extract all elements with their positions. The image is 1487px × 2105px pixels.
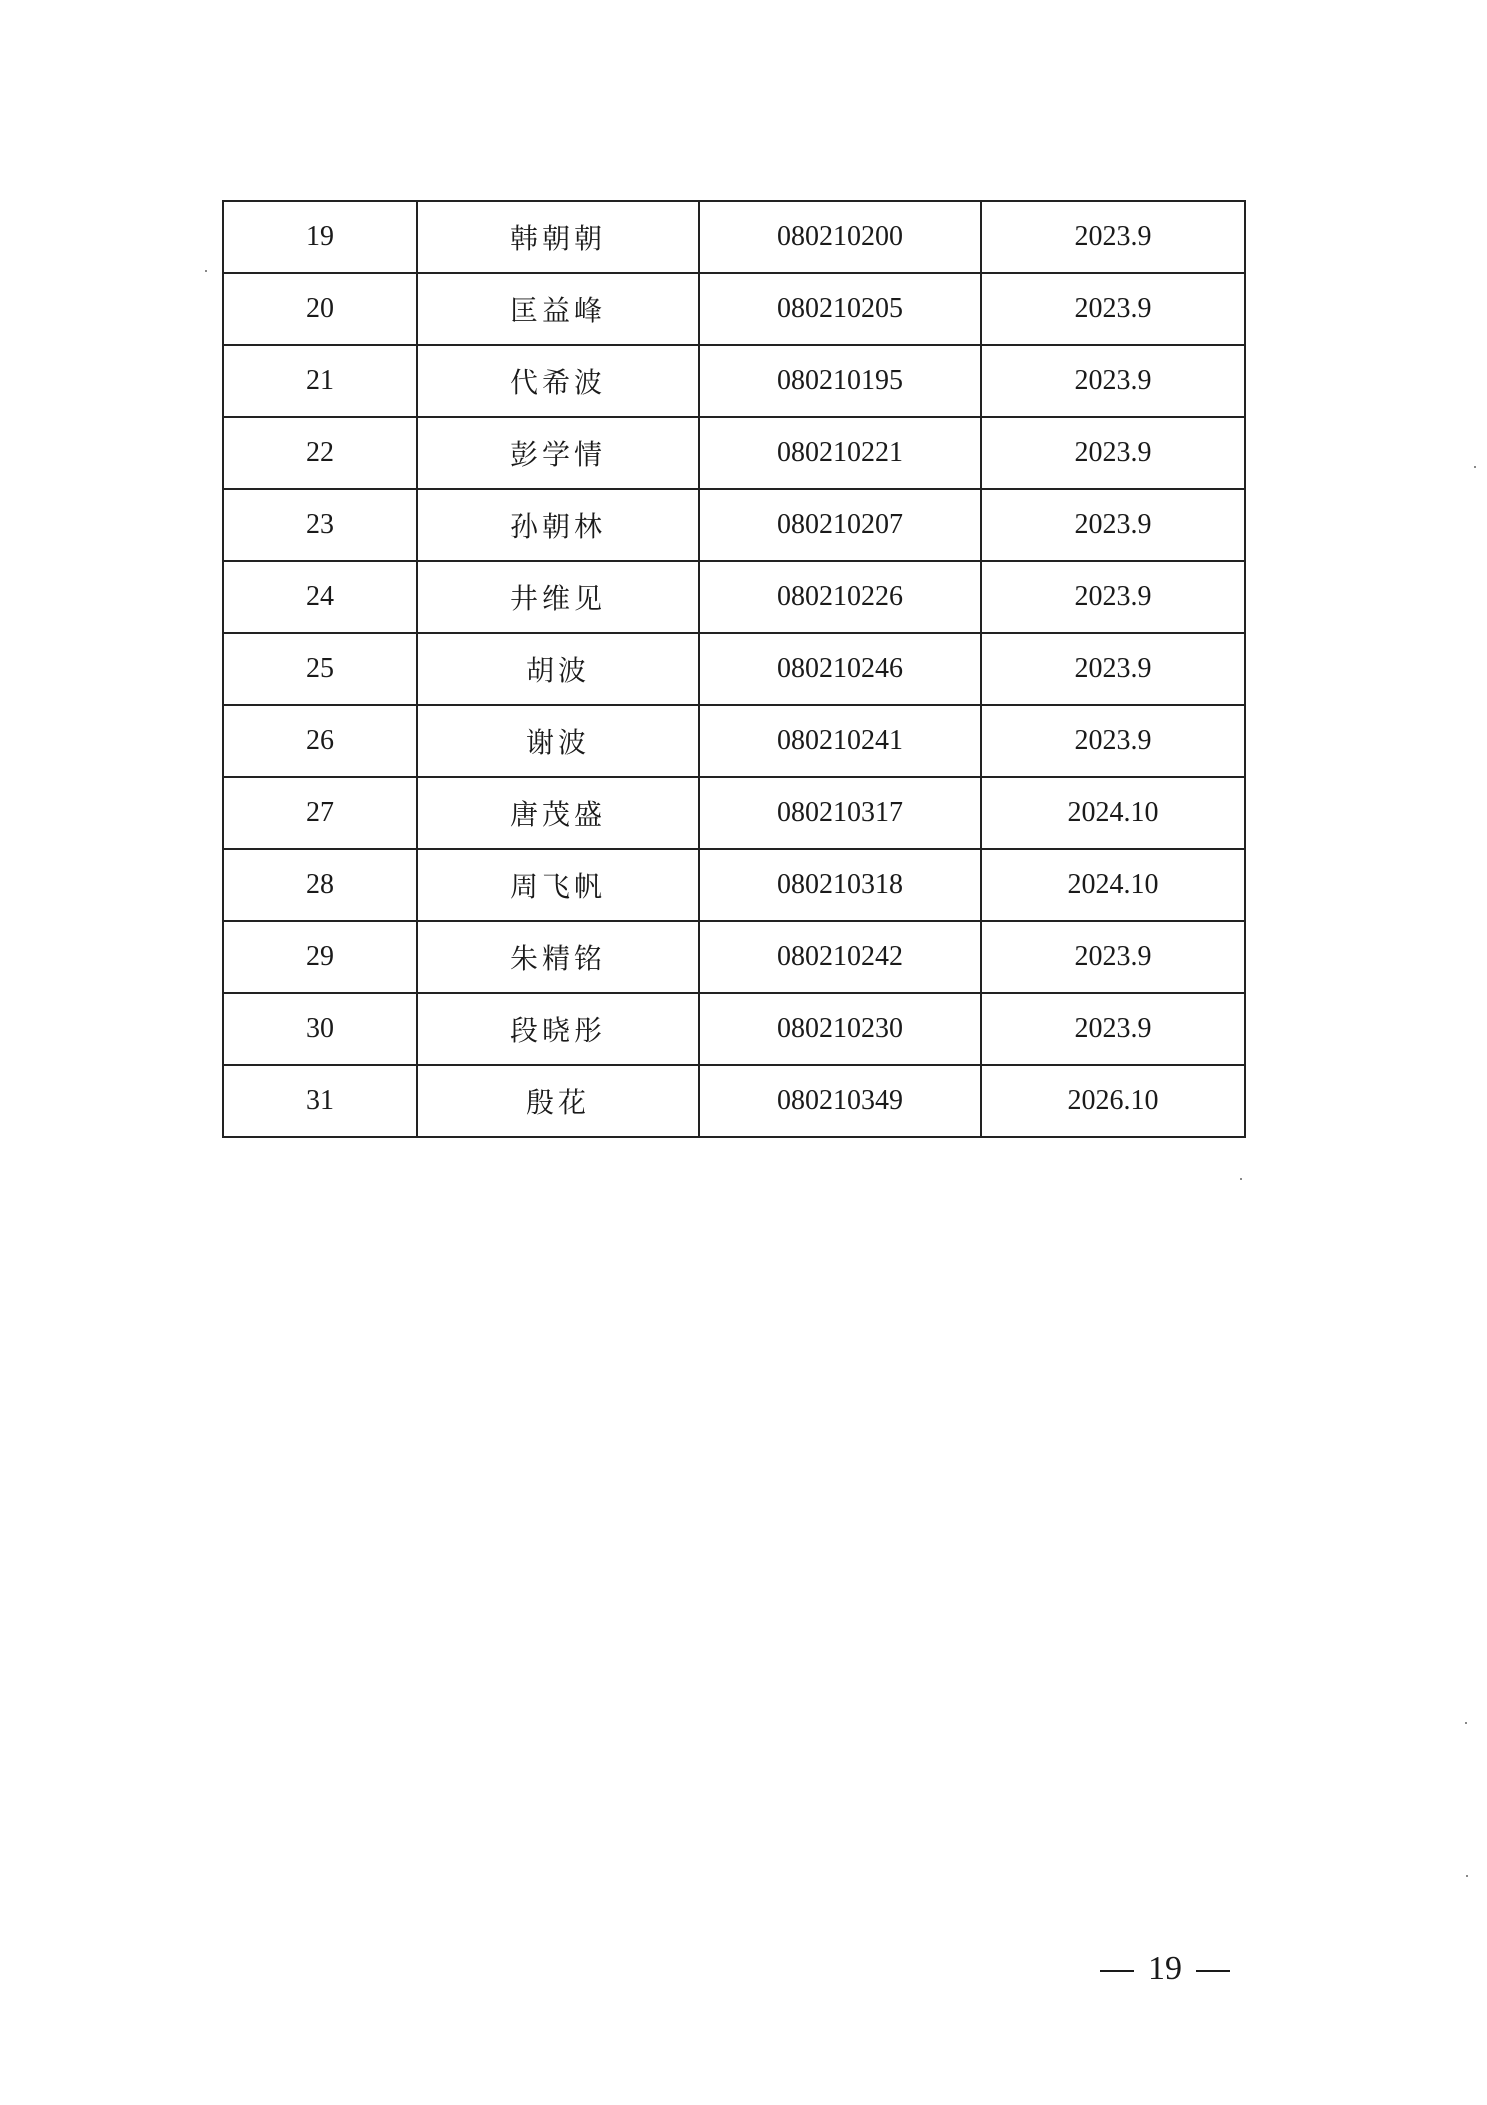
date-cell: 2023.9: [981, 705, 1245, 777]
date-cell: 2023.9: [981, 561, 1245, 633]
name-cell: 唐茂盛: [417, 777, 699, 849]
date-cell: 2023.9: [981, 921, 1245, 993]
table-row: [223, 345, 1245, 417]
name-cell: 韩朝朝: [417, 201, 699, 273]
scan-speck: [205, 270, 207, 272]
left-dash: [1100, 1970, 1134, 1972]
table-row: [223, 849, 1245, 921]
student-id-cell: 080210349: [699, 1065, 981, 1137]
date-cell: 2023.9: [981, 201, 1245, 273]
name-cell: 代希波: [417, 345, 699, 417]
row-number-cell: 26: [223, 705, 417, 777]
row-number-cell: 21: [223, 345, 417, 417]
name-cell: 彭学情: [417, 417, 699, 489]
table-row: [223, 1065, 1245, 1137]
table-row: [223, 273, 1245, 345]
name-cell: 谢波: [417, 705, 699, 777]
table-row: [223, 993, 1245, 1065]
right-dash: [1196, 1970, 1230, 1972]
student-id-cell: 080210318: [699, 849, 981, 921]
name-cell: 段晓彤: [417, 993, 699, 1065]
row-number-cell: 19: [223, 201, 417, 273]
student-id-cell: 080210221: [699, 417, 981, 489]
table-row: [223, 921, 1245, 993]
student-id-cell: 080210246: [699, 633, 981, 705]
date-cell: 2023.9: [981, 345, 1245, 417]
name-cell: 朱精铭: [417, 921, 699, 993]
name-cell: 井维见: [417, 561, 699, 633]
student-id-cell: 080210317: [699, 777, 981, 849]
row-number-cell: 28: [223, 849, 417, 921]
name-cell: 周飞帆: [417, 849, 699, 921]
student-id-cell: 080210207: [699, 489, 981, 561]
row-number-cell: 27: [223, 777, 417, 849]
student-id-cell: 080210200: [699, 201, 981, 273]
name-cell: 孙朝林: [417, 489, 699, 561]
student-id-cell: 080210205: [699, 273, 981, 345]
date-cell: 2024.10: [981, 849, 1245, 921]
row-number-cell: 23: [223, 489, 417, 561]
name-cell: 匡益峰: [417, 273, 699, 345]
student-id-cell: 080210242: [699, 921, 981, 993]
row-number-cell: 25: [223, 633, 417, 705]
date-cell: 2023.9: [981, 417, 1245, 489]
roster-table: [222, 200, 1246, 1138]
table-row: [223, 561, 1245, 633]
row-number-cell: 22: [223, 417, 417, 489]
name-cell: 胡波: [417, 633, 699, 705]
student-id-cell: 080210230: [699, 993, 981, 1065]
date-cell: 2023.9: [981, 633, 1245, 705]
table-row: [223, 705, 1245, 777]
row-number-cell: 24: [223, 561, 417, 633]
scan-speck: [1474, 466, 1476, 468]
student-id-cell: 080210241: [699, 705, 981, 777]
table-row: [223, 201, 1245, 273]
name-cell: 殷花: [417, 1065, 699, 1137]
page-number-footer: [1086, 1950, 1244, 1988]
date-cell: 2023.9: [981, 489, 1245, 561]
table-row: [223, 777, 1245, 849]
row-number-cell: 30: [223, 993, 417, 1065]
page-number: 19: [1148, 1950, 1182, 1987]
date-cell: 2026.10: [981, 1065, 1245, 1137]
student-id-cell: 080210195: [699, 345, 981, 417]
table-row: [223, 417, 1245, 489]
scan-speck: [1466, 1875, 1468, 1877]
roster-table-body: [223, 201, 1245, 1137]
student-id-cell: 080210226: [699, 561, 981, 633]
scan-speck: [1240, 1178, 1242, 1180]
date-cell: 2023.9: [981, 993, 1245, 1065]
table-row: [223, 633, 1245, 705]
row-number-cell: 31: [223, 1065, 417, 1137]
date-cell: 2024.10: [981, 777, 1245, 849]
scan-speck: [1465, 1722, 1467, 1724]
row-number-cell: 20: [223, 273, 417, 345]
table-row: [223, 489, 1245, 561]
row-number-cell: 29: [223, 921, 417, 993]
date-cell: 2023.9: [981, 273, 1245, 345]
